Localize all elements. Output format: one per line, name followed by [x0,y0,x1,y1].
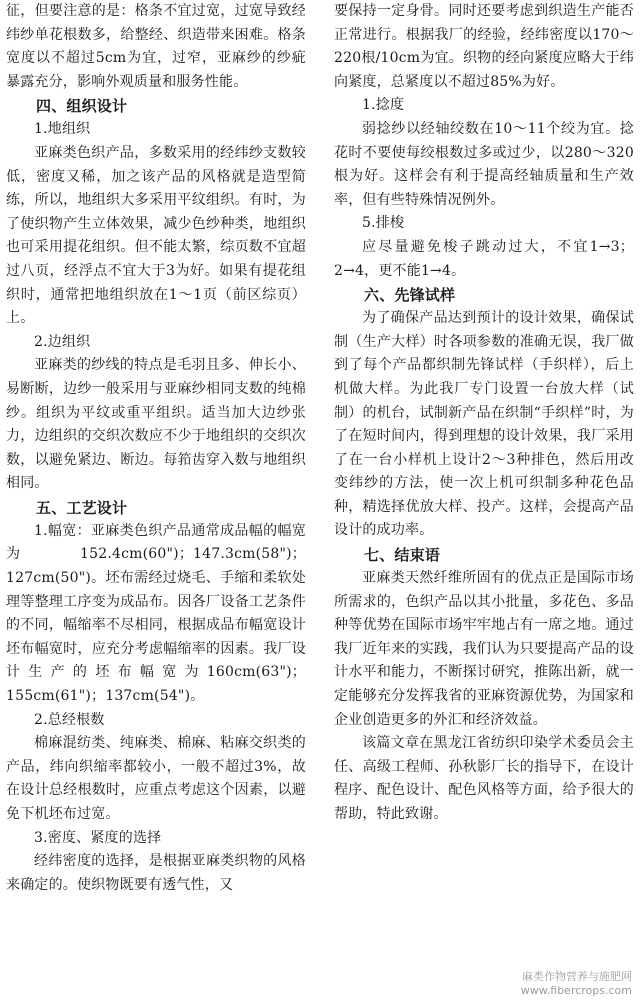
right-column [334,0,634,827]
trial-sample-paragraph: 为了确保产品达到预计的设计效果，确保试制（生产大样）时各项参数的准确无误，我厂做到了每个产品都织制先锋试样（手织样），后上机做大样。为此我厂专门设置一台放大样（试制）的机台，试制新产品在织制“手织样”时，为了在短时间内，得到理想的设计效果，我厂采用了在一台小样机上设计2～3种排色，然后用改变纬纱的方法，使一次上机可织制多种花色品种，精选择优放大样、投产。这样，会提高产品设计的成功率。 [334,310,634,539]
watermark-site-name: 麻类作物营养与施肥网 [522,970,632,983]
width-paragraph: 1.幅宽：亚麻类色织产品通常成品幅的幅宽为152.4cm(60")；147.3cm(58")；127cm(50")。坯布需经过烧毛、手缩和柔软处理等整理工序变为成品布。因各厂设备工艺条件的不同，幅缩率不尽相同，根据成品布幅宽设计坯布幅宽时，应充分考虑幅缩率的因素。我厂设计生产的坯布幅宽为160cm(63")；155cm(61")；137cm(54")。 [6,522,306,705]
density-continued-paragraph: 要保持一定身骨。同时还要考虑到织造生产能否正常进行。根据我厂的经验，经纬密度以170～220根/10cm为宜。织物的经向紧度应略大于纬向紧度，总紧度以不超过85%为好。 [334,3,634,90]
acknowledgement-paragraph: 该篇文章在黑龙江省纺织印染学术委员会主任、高级工程师、孙秋影厂长的指导下，在设计程序、配色设计、配色风格等方面，给予很大的帮助，特此致谢。 [334,735,634,822]
selvage-weave-paragraph: 亚麻类的纱线的特点是毛羽且多、伸长小、易断断，边纱一般采用与亚麻纱相同支数的纯棉纱。组织为平纹或重平组织。适当加大边纱张力，边组织的交织次数应不少于地组织的交织次数，以避免紧边、断边。每筘齿穿入数与地组织相同。 [6,357,306,492]
watermark-site-url: www.fibercrops.com [520,984,632,997]
section-heading-process-design: 五、工艺设计 [36,498,128,517]
subheading-twist: 1.捻度 [362,97,405,114]
shuttle-paragraph: 应尽量避免梭子跳动过大，不宜1→3；2→4，更不能1→4。 [334,238,634,279]
subheading-selvage-weave: 2.边组织 [34,333,91,350]
subheading-ground-weave: 1.地组织 [34,121,91,138]
conclusion-paragraph: 亚麻类天然纤维所固有的优点正是国际市场所需求的，色织产品以其小批量，多花色、多品种等优势在国际市场牢牢地占有一席之地。通过我厂近年来的实践，我们认为只要提高产品的设计水平和能力，不断探讨研究，推陈出新，就一定能够充分发挥我省的亚麻资源优势，为国家和企业创造更多的外汇和经济效益。 [334,570,634,728]
left-column [6,0,306,897]
ground-weave-paragraph: 亚麻类色织产品，多数采用的经纬纱支数较低，密度又稀，加之该产品的风格就是造型简练，所以，地组织大多采用平纹组织。有时，为了使织物产生立体效果，减少色纱种类，地组织也可采用提花组织。但不能太繁，综页数不宜超过八页，经浮点不宜大于3为好。如果有提花组织时，通常把地组织放在1～1页（前区综页）上。 [6,144,306,327]
intro-paragraph: 征，但要注意的是：格条不宜过宽，过宽导致经纬纱单花根数多，给整经、织造带来困难。格条宽度以不超过5cm为宜，过窄，亚麻纱的纱疵暴露充分，影响外观质量和服务性能。 [6,3,306,90]
twist-paragraph: 弱捻纱以经轴绞数在10～11个绞为宜。捻花时不要使每绞根数过多或过少，以280～320根为好。这样会有利于提高经轴质量和生产效率，但有些特殊情况例外。 [334,120,634,208]
density-paragraph: 经纬密度的选择，是根据亚麻类织物的风格来确定的。使织物既要有透气性，又 [6,853,306,893]
subheading-density: 3.密度、紧度的选择 [34,829,162,846]
section-heading-conclusion: 七、结束语 [364,546,441,565]
subheading-shuttle: 5.排梭 [362,215,405,232]
section-heading-weave-design: 四、组织设计 [36,97,128,116]
subheading-total-ends: 2.总经根数 [34,711,105,728]
total-ends-paragraph: 棉麻混纺类、纯麻类、棉麻、粘麻交织类的产品，纬向织缩率都较小，一般不超过3%，故在设计总经根数时，应重点考虑这个因素，以避免下机坯布过宽。 [6,735,306,822]
section-heading-trial-sample: 六、先锋试样 [364,286,456,305]
site-watermark [492,970,632,998]
